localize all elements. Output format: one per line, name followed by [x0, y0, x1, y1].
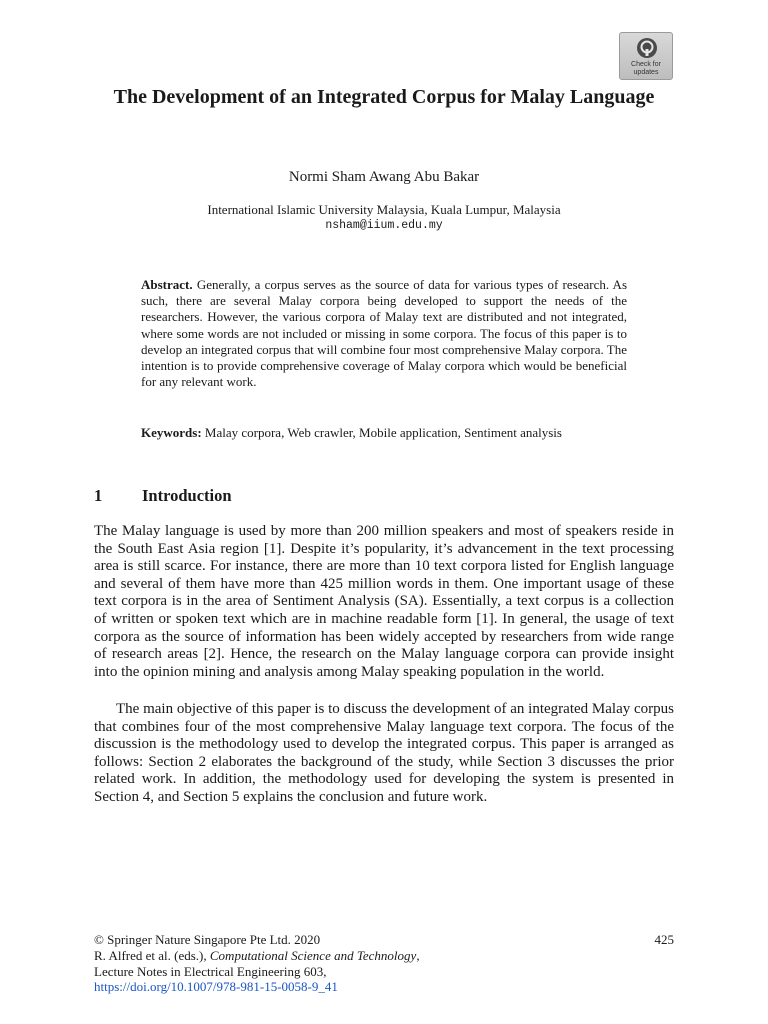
section-number: 1 [94, 486, 103, 505]
author-email[interactable]: nsham@iium.edu.my [325, 219, 443, 232]
check-for-updates-badge[interactable] [619, 32, 673, 80]
abstract [141, 277, 627, 390]
author-name: Normi Sham Awang Abu Bakar [288, 169, 480, 185]
page-number: 425 [654, 932, 674, 947]
series-line: Lecture Notes in Electrical Engineering 603, [94, 963, 327, 979]
doi-link[interactable]: https://doi.org/10.1007/978-981-15-0058-9_41 [94, 979, 338, 995]
copyright-line: © Springer Nature Singapore Pte Ltd. 2020 [94, 932, 321, 947]
check-for-updates-label: Check for updates [631, 61, 661, 76]
intro-paragraph-2: The main objective of this paper is to discuss the development of an integrated Malay corpus that combines four of the most comprehensive Malay language text corpora. The focus of the discussion is the methodology used to develop the integrated corpus. This paper is arranged as follows: Section 2 elaborates the background of the study, while Section 3 discusses the prior related work. In addition, the methodology used for developing the system is presented in Section 4, and Section 5 explains the conclusion and future work. [94, 701, 674, 805]
footer [94, 932, 674, 995]
intro-paragraph-1: The Malay language is used by more than 200 million speakers and most of speakers reside in the South East Asia region [1]. Despite it’s popularity, it’s advancement in the text processing area is still scarce. For instance, there are more than 10 text corpora listed for English language and several of them have more than 425 million words in them. One important usage of these text corpora is in the area of Sentiment Analysis (SA). Essentially, a text corpus is a collection of written or spoken text which are in machine readable form [1]. In general, the usage of text corpora as the source of information has been widely accepted by researchers from wide range of research areas [2]. Hence, the research on the Malay language corpora can provide insight into the opinion mining and analysis among Malay speaking population in the world. [94, 523, 674, 680]
author-affiliation: International Islamic University Malaysia, Kuala Lumpur, Malaysia [207, 202, 561, 217]
paper-title: The Development of an Integrated Corpus for Malay Language [113, 86, 655, 108]
abstract-label: Abstract. [141, 277, 193, 292]
section-title: Introduction [142, 486, 232, 505]
book-title: Computational Science and Technology [209, 947, 417, 963]
keywords-label: Keywords: [141, 425, 202, 440]
keywords-text: Malay corpora, Web crawler, Mobile application, Sentiment analysis [204, 425, 562, 440]
abstract-text: Generally, a corpus serves as the source of data for various types of research. As such, there are several Malay corpora being developed to support the needs of the researchers. However, the various corpora of Malay text are distributed and not integrated, where some words are not included or missing in some corpora. The focus of this paper is to develop an integrated corpus that will combine four most comprehensive Malay corpora. The intention is to provide comprehensive coverage of Malay corpora which would be beneficial for any relevant work. [141, 277, 628, 390]
section-heading-introduction [94, 486, 232, 506]
check-for-updates-icon [635, 36, 659, 60]
editors-line: R. Alfred et al. (eds.), Computational Science and Technology, [94, 947, 420, 963]
keywords [141, 425, 627, 441]
